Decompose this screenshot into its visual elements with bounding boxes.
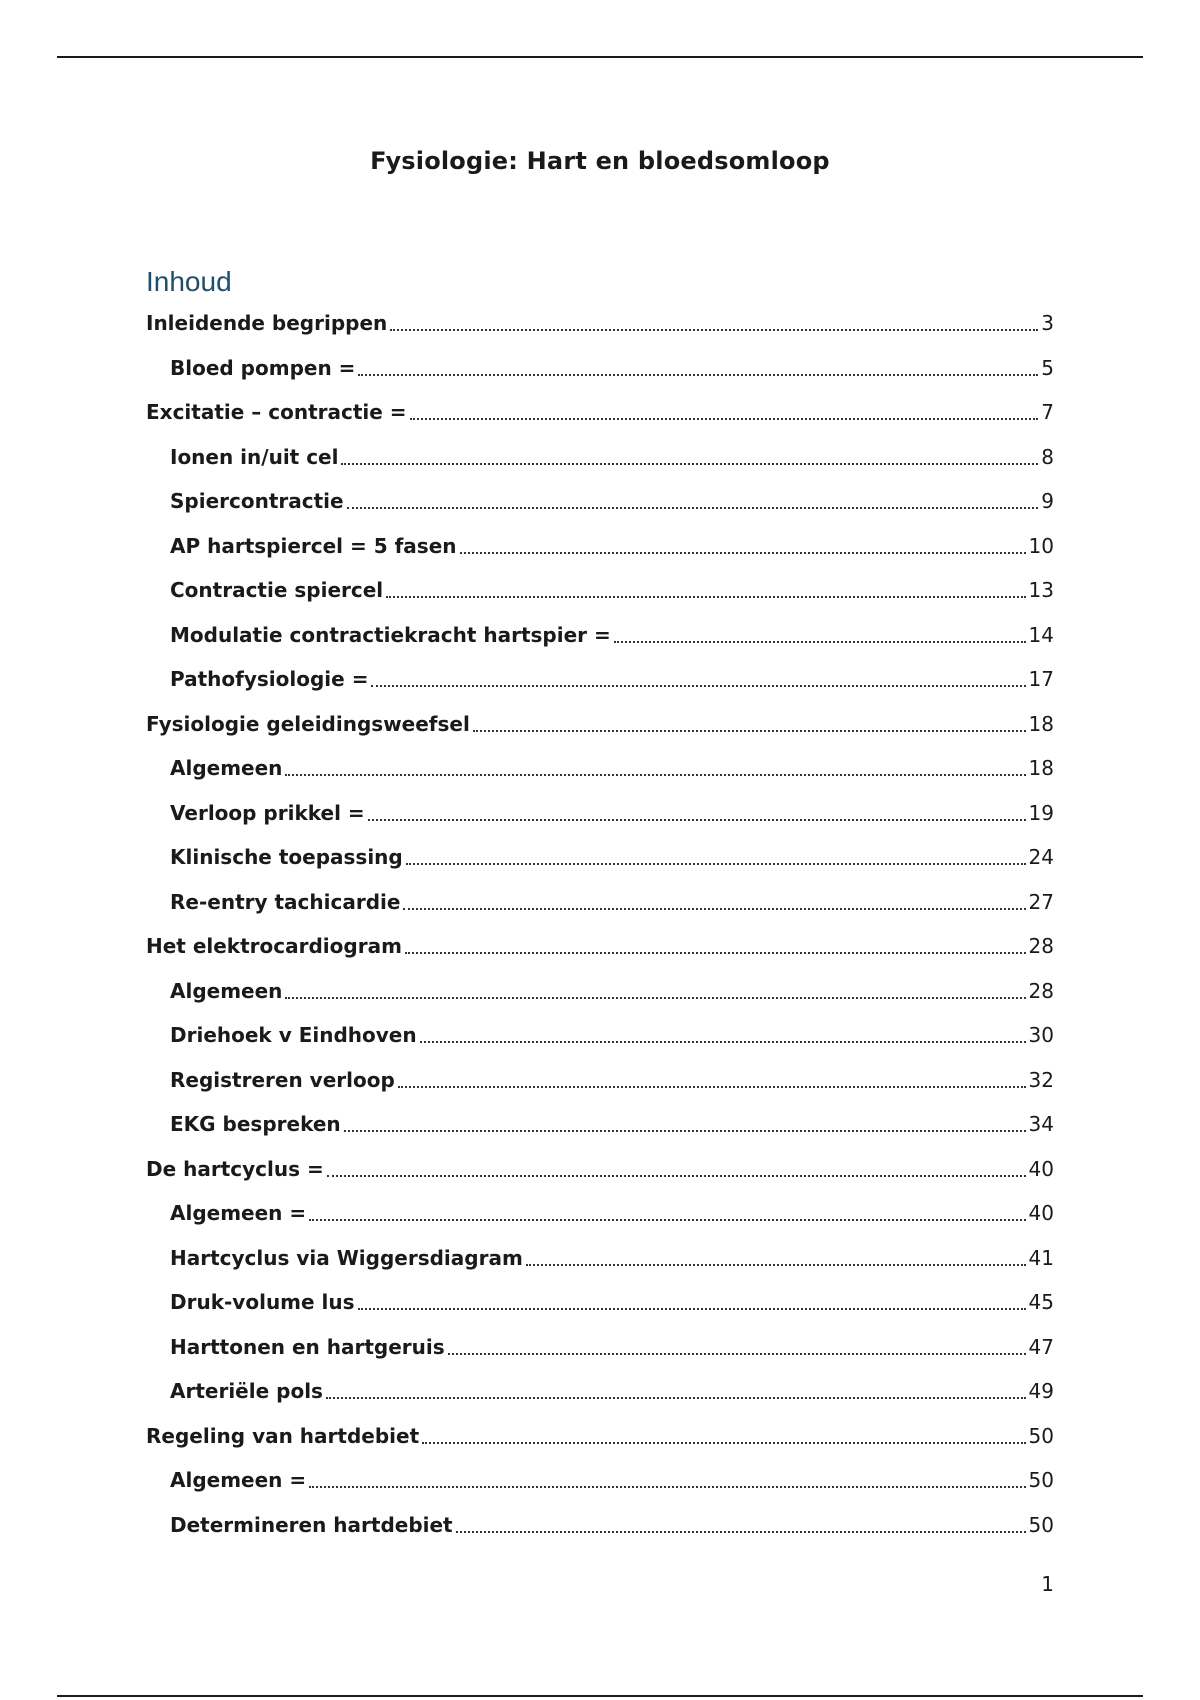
toc-entry-page: 19 bbox=[1028, 800, 1054, 825]
toc-entry-label: Inleidende begrippen bbox=[146, 311, 388, 335]
toc-entry-label: Ionen in/uit cel bbox=[170, 444, 339, 469]
toc-dot-leader bbox=[422, 1423, 1025, 1444]
toc-entry-label: Re-entry tachicardie bbox=[170, 889, 401, 914]
toc-entry-label: Hartcyclus via Wiggersdiagram bbox=[170, 1245, 523, 1270]
toc-entry-label: Algemeen bbox=[170, 756, 283, 780]
document-title: Fysiologie: Hart en bloedsomloop bbox=[370, 147, 830, 175]
toc-entry-page: 9 bbox=[1041, 489, 1054, 513]
toc-dot-leader bbox=[285, 978, 1025, 999]
toc-entry-label: Druk-volume lus bbox=[170, 1290, 355, 1314]
toc-dot-leader bbox=[420, 1022, 1026, 1043]
toc-entry[interactable] bbox=[146, 533, 1054, 578]
toc-entry[interactable] bbox=[146, 1111, 1054, 1156]
toc-entry-label: Determineren hartdebiet bbox=[170, 1512, 453, 1537]
toc-entry[interactable] bbox=[146, 800, 1054, 845]
toc-heading: Inhoud bbox=[146, 266, 232, 297]
toc-dot-leader bbox=[410, 399, 1039, 420]
toc-entry-page: 8 bbox=[1041, 444, 1054, 469]
toc-entry-page: 17 bbox=[1028, 667, 1054, 691]
toc-entry-label: Arteriële pols bbox=[170, 1379, 323, 1403]
toc-entry[interactable] bbox=[146, 1245, 1054, 1290]
toc-entry[interactable] bbox=[146, 1378, 1054, 1423]
toc-dot-leader bbox=[473, 711, 1026, 732]
toc-entry-label: Driehoek v Eindhoven bbox=[170, 1023, 417, 1047]
toc-entry-page: 50 bbox=[1028, 1512, 1054, 1537]
toc-entry-page: 13 bbox=[1028, 578, 1054, 602]
toc-dot-leader bbox=[390, 310, 1038, 331]
toc-dot-leader bbox=[405, 933, 1026, 954]
toc-entry[interactable] bbox=[146, 1467, 1054, 1512]
toc-entry[interactable] bbox=[146, 1423, 1054, 1468]
page-number: 1 bbox=[1041, 1572, 1054, 1596]
toc-entry-label: Fysiologie geleidingsweefsel bbox=[146, 711, 470, 736]
toc-dot-leader bbox=[614, 622, 1026, 643]
toc-dot-leader bbox=[326, 1378, 1026, 1399]
toc-dot-leader bbox=[358, 1289, 1026, 1310]
toc-entry[interactable] bbox=[146, 1334, 1054, 1379]
toc-entry[interactable] bbox=[146, 1067, 1054, 1112]
header-rule bbox=[57, 56, 1143, 58]
toc-dot-leader bbox=[448, 1334, 1026, 1355]
toc-dot-leader bbox=[386, 577, 1025, 598]
table-of-contents bbox=[146, 310, 1054, 1556]
toc-entry-label: Algemeen = bbox=[170, 1201, 307, 1225]
toc-entry-page: 50 bbox=[1028, 1468, 1054, 1492]
toc-entry-page: 18 bbox=[1028, 711, 1054, 736]
toc-entry-page: 5 bbox=[1041, 355, 1054, 380]
toc-dot-leader bbox=[309, 1467, 1025, 1488]
toc-dot-leader bbox=[460, 533, 1026, 554]
toc-entry-label: Spiercontractie bbox=[170, 489, 344, 513]
toc-dot-leader bbox=[285, 755, 1025, 776]
toc-entry-page: 18 bbox=[1028, 756, 1054, 780]
toc-dot-leader bbox=[371, 666, 1025, 687]
toc-dot-leader bbox=[347, 488, 1039, 509]
toc-dot-leader bbox=[327, 1156, 1026, 1177]
toc-entry-page: 3 bbox=[1041, 311, 1054, 335]
toc-dot-leader bbox=[309, 1200, 1025, 1221]
toc-entry[interactable] bbox=[146, 1289, 1054, 1334]
toc-entry-page: 28 bbox=[1028, 934, 1054, 958]
toc-entry[interactable] bbox=[146, 755, 1054, 800]
toc-entry-label: Registreren verloop bbox=[170, 1067, 395, 1092]
toc-entry-page: 32 bbox=[1028, 1067, 1054, 1092]
toc-entry-page: 7 bbox=[1041, 400, 1054, 424]
toc-entry-label: Modulatie contractiekracht hartspier = bbox=[170, 622, 611, 647]
toc-dot-leader bbox=[344, 1111, 1026, 1132]
toc-entry[interactable] bbox=[146, 1156, 1054, 1201]
toc-entry-label: AP hartspiercel = 5 fasen bbox=[170, 533, 457, 558]
toc-entry-page: 14 bbox=[1028, 622, 1054, 647]
toc-entry[interactable] bbox=[146, 488, 1054, 533]
toc-entry[interactable] bbox=[146, 933, 1054, 978]
toc-entry-label: Klinische toepassing bbox=[170, 845, 403, 869]
toc-dot-leader bbox=[341, 444, 1038, 465]
toc-entry-page: 45 bbox=[1028, 1290, 1054, 1314]
toc-entry-label: Algemeen bbox=[170, 978, 283, 1003]
toc-entry[interactable] bbox=[146, 978, 1054, 1023]
toc-entry-page: 28 bbox=[1028, 978, 1054, 1003]
toc-dot-leader bbox=[526, 1245, 1026, 1266]
toc-entry[interactable] bbox=[146, 622, 1054, 667]
toc-dot-leader bbox=[368, 800, 1026, 821]
toc-entry-label: Algemeen = bbox=[170, 1468, 307, 1492]
toc-entry[interactable] bbox=[146, 844, 1054, 889]
toc-dot-leader bbox=[406, 844, 1026, 865]
toc-entry-page: 24 bbox=[1028, 845, 1054, 869]
toc-entry[interactable] bbox=[146, 355, 1054, 400]
toc-entry-label: EKG bespreken bbox=[170, 1112, 341, 1136]
toc-entry-page: 40 bbox=[1028, 1156, 1054, 1181]
toc-entry-page: 47 bbox=[1028, 1334, 1054, 1359]
toc-entry-page: 27 bbox=[1028, 889, 1054, 914]
toc-entry-label: Excitatie – contractie = bbox=[146, 400, 407, 424]
toc-entry[interactable] bbox=[146, 577, 1054, 622]
toc-entry[interactable] bbox=[146, 711, 1054, 756]
toc-entry-page: 50 bbox=[1028, 1423, 1054, 1448]
toc-entry[interactable] bbox=[146, 889, 1054, 934]
toc-dot-leader bbox=[358, 355, 1038, 376]
toc-entry-label: Het elektrocardiogram bbox=[146, 934, 402, 958]
toc-entry[interactable] bbox=[146, 399, 1054, 444]
toc-entry-page: 40 bbox=[1028, 1201, 1054, 1225]
toc-entry-label: Pathofysiologie = bbox=[170, 667, 369, 691]
toc-entry[interactable] bbox=[146, 1022, 1054, 1067]
toc-dot-leader bbox=[398, 1067, 1026, 1088]
toc-entry-label: Bloed pompen = bbox=[170, 355, 356, 380]
toc-dot-leader bbox=[456, 1512, 1026, 1533]
toc-entry-page: 34 bbox=[1028, 1112, 1054, 1136]
toc-entry[interactable] bbox=[146, 1200, 1054, 1245]
toc-entry-label: Verloop prikkel = bbox=[170, 800, 365, 825]
toc-entry-page: 49 bbox=[1028, 1379, 1054, 1403]
toc-entry-label: Contractie spiercel bbox=[170, 578, 384, 602]
toc-entry-page: 10 bbox=[1028, 533, 1054, 558]
toc-entry[interactable] bbox=[146, 310, 1054, 355]
toc-entry-page: 41 bbox=[1028, 1245, 1054, 1270]
toc-entry[interactable] bbox=[146, 666, 1054, 711]
toc-entry-page: 30 bbox=[1028, 1023, 1054, 1047]
toc-entry-label: De hartcyclus = bbox=[146, 1156, 324, 1181]
toc-entry-label: Harttonen en hartgeruis bbox=[170, 1334, 445, 1359]
footer-rule bbox=[57, 1695, 1143, 1697]
toc-dot-leader bbox=[403, 889, 1025, 910]
toc-entry-label: Regeling van hartdebiet bbox=[146, 1423, 420, 1448]
toc-entry[interactable] bbox=[146, 1512, 1054, 1557]
toc-entry[interactable] bbox=[146, 444, 1054, 489]
